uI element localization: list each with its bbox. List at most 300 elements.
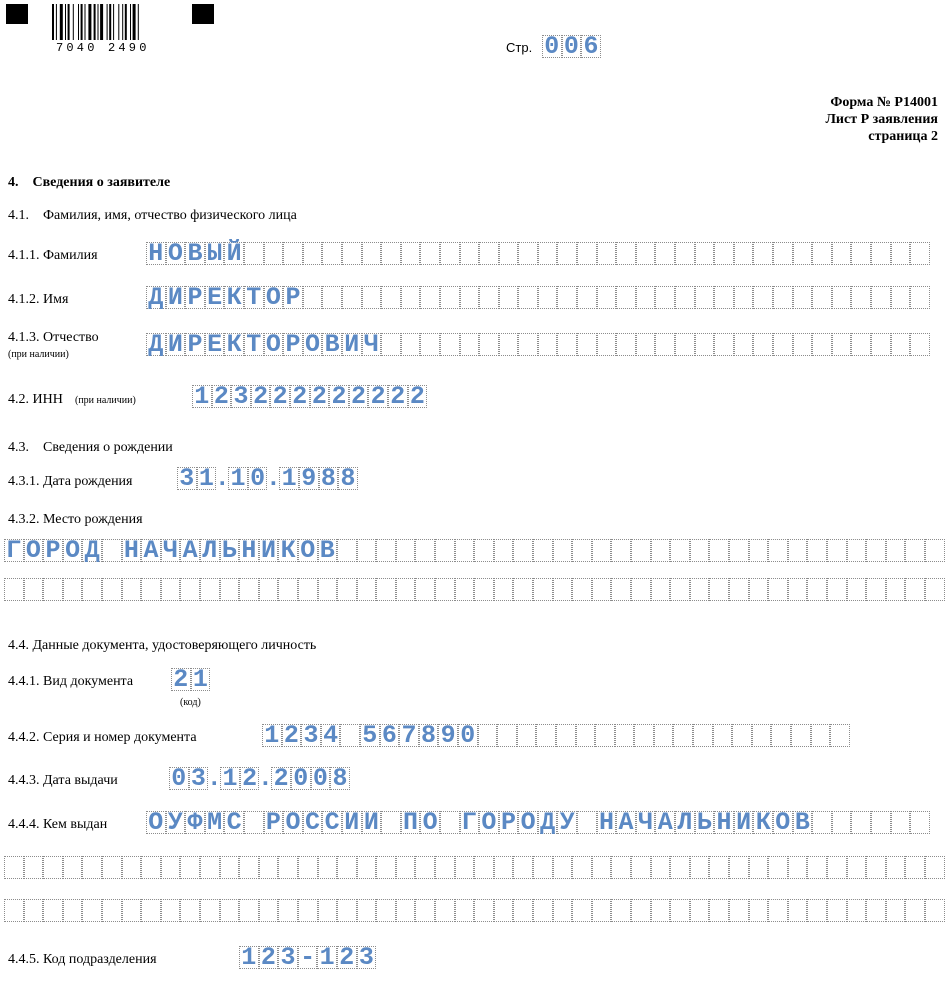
char-cell: О: [264, 286, 284, 309]
char-cell: [337, 539, 357, 562]
char-cell: [788, 539, 808, 562]
barcode-bar: [68, 4, 70, 40]
char-cell: [342, 242, 362, 265]
char-cell: [259, 856, 279, 879]
char-cell: [793, 286, 813, 309]
char-cell: [440, 811, 460, 834]
char-cell: [494, 539, 514, 562]
char-cell: [415, 578, 435, 601]
char-cell: [654, 724, 674, 747]
char-cell: 8: [338, 467, 358, 490]
char-cell: [871, 286, 891, 309]
char-cell: [729, 856, 749, 879]
char-cell: [200, 899, 220, 922]
char-cell: [830, 724, 850, 747]
char-cell: И: [342, 811, 362, 834]
char-cell: [396, 539, 416, 562]
birth-heading: 4.3. Сведения о рождении: [8, 440, 173, 455]
char-cell: [832, 242, 852, 265]
char-cell: [631, 578, 651, 601]
char-cell: Е: [205, 333, 225, 356]
name-cells[interactable]: [146, 283, 930, 312]
char-cell: 1: [317, 946, 337, 969]
birth-date-cells[interactable]: [177, 464, 358, 493]
barcode-bar: [78, 4, 79, 40]
char-cell: К: [224, 286, 244, 309]
patronymic-label: 4.1.3. Отчество: [8, 330, 99, 345]
char-cell: [533, 856, 553, 879]
char-cell: [357, 539, 377, 562]
char-cell: [278, 856, 298, 879]
char-cell: [577, 333, 597, 356]
char-cell: [871, 242, 891, 265]
issued-by-cells-row3[interactable]: [4, 899, 945, 922]
char-cell: [773, 333, 793, 356]
char-cell: 8: [319, 467, 339, 490]
barcode-bar: [65, 4, 66, 40]
char-cell: О: [166, 242, 186, 265]
char-cell: [376, 899, 396, 922]
form-number: Форма № Р14001: [830, 95, 938, 110]
barcode-bar: [60, 4, 63, 40]
char-cell: [886, 539, 906, 562]
char-cell: [714, 333, 734, 356]
char-cell: [611, 856, 631, 879]
char-cell: [616, 286, 636, 309]
char-cell: [420, 286, 440, 309]
char-cell: [670, 578, 690, 601]
char-cell: [122, 856, 142, 879]
barcode-bar: [130, 4, 131, 40]
char-cell: [322, 286, 342, 309]
char-cell: 8: [419, 724, 439, 747]
char-cell: Ч: [636, 811, 656, 834]
char-cell: [415, 539, 435, 562]
char-cell: 3: [231, 385, 251, 408]
barcode: [50, 4, 170, 44]
char-cell: [318, 578, 338, 601]
char-cell: 9: [438, 724, 458, 747]
char-cell: [752, 724, 772, 747]
barcode-bar: [52, 4, 54, 40]
char-cell: [220, 899, 240, 922]
issued-by-label: 4.4.4. Кем выдан: [8, 817, 108, 832]
char-cell: [357, 899, 377, 922]
char-cell: [592, 539, 612, 562]
birth-place-cells-row1[interactable]: [4, 536, 945, 565]
char-cell: [460, 242, 480, 265]
char-cell: И: [342, 333, 362, 356]
char-cell: 1: [239, 946, 259, 969]
char-cell: [63, 899, 83, 922]
birth-day-cells[interactable]: [177, 464, 216, 493]
char-cell: [220, 578, 240, 601]
char-cell: [538, 242, 558, 265]
char-cell: [538, 333, 558, 356]
char-cell: [651, 899, 671, 922]
issue-month-cells[interactable]: [220, 764, 259, 793]
char-cell: А: [180, 539, 200, 562]
char-cell: [200, 856, 220, 879]
char-cell: [690, 578, 710, 601]
char-cell: [729, 899, 749, 922]
char-cell: В: [185, 242, 205, 265]
char-cell: [905, 856, 925, 879]
char-cell: [611, 578, 631, 601]
char-cell: [773, 242, 793, 265]
char-cell: [631, 539, 651, 562]
char-cell: [827, 539, 847, 562]
char-cell: А: [141, 539, 161, 562]
char-cell: 3: [189, 767, 209, 790]
issue-day-cells[interactable]: [169, 764, 208, 793]
date-separator: .: [206, 764, 222, 793]
char-cell: В: [318, 539, 338, 562]
issue-date-label: 4.4.3. Дата выдачи: [8, 773, 118, 788]
barcode-bar: [118, 4, 119, 40]
barcode-number: 7040 2490: [56, 41, 150, 55]
char-cell: [180, 578, 200, 601]
char-cell: 7: [399, 724, 419, 747]
char-cell: [905, 899, 925, 922]
char-cell: [401, 333, 421, 356]
char-cell: Г: [460, 811, 480, 834]
char-cell: [518, 242, 538, 265]
char-cell: [415, 856, 435, 879]
char-cell: 2: [212, 385, 232, 408]
birth-month-cells[interactable]: [228, 464, 267, 493]
char-cell: 1: [197, 467, 217, 490]
char-cell: [553, 539, 573, 562]
char-cell: [729, 539, 749, 562]
char-cell: [592, 856, 612, 879]
surname-cells[interactable]: [146, 239, 930, 268]
char-cell: О: [283, 811, 303, 834]
char-cell: [827, 578, 847, 601]
char-cell: К: [224, 333, 244, 356]
char-cell: [455, 856, 475, 879]
char-cell: Д: [538, 811, 558, 834]
issued-by-cells-row2[interactable]: [4, 856, 945, 879]
surname-label: 4.1.1. Фамилия: [8, 248, 98, 263]
char-cell: [597, 286, 617, 309]
char-cell: [655, 333, 675, 356]
char-cell: [141, 856, 161, 879]
page-label: Стр.: [506, 40, 533, 55]
name-label: 4.1.2. Имя: [8, 292, 69, 307]
char-cell: [734, 333, 754, 356]
char-cell: [479, 242, 499, 265]
char-cell: Й: [224, 242, 244, 265]
birth-year-cells[interactable]: [279, 464, 357, 493]
char-cell: [572, 578, 592, 601]
corner-marker-right: [192, 4, 214, 24]
char-cell: [102, 539, 122, 562]
barcode-bar: [133, 4, 136, 40]
char-cell: [655, 286, 675, 309]
char-cell: [910, 242, 930, 265]
barcode-bar: [88, 4, 91, 40]
char-cell: [925, 899, 945, 922]
char-cell: [709, 578, 729, 601]
page-number-cells[interactable]: [542, 32, 601, 61]
char-cell: [440, 242, 460, 265]
char-cell: [102, 578, 122, 601]
char-cell: [695, 286, 715, 309]
inn-cells[interactable]: [192, 382, 427, 411]
char-cell: [440, 333, 460, 356]
char-cell: 1: [192, 385, 212, 408]
char-cell: [886, 578, 906, 601]
char-cell: [220, 856, 240, 879]
char-cell: [494, 578, 514, 601]
char-cell: 2: [408, 385, 428, 408]
char-cell: [161, 578, 181, 601]
char-cell: 4: [321, 724, 341, 747]
char-cell: 1: [262, 724, 282, 747]
char-cell: [851, 242, 871, 265]
char-cell: 6: [581, 35, 601, 58]
doc-type-cells[interactable]: [171, 665, 210, 694]
char-cell: [239, 578, 259, 601]
birth-date-label: 4.3.1. Дата рождения: [8, 474, 133, 489]
char-cell: [576, 724, 596, 747]
char-cell: [673, 724, 693, 747]
char-cell: [866, 578, 886, 601]
char-cell: 1: [191, 668, 211, 691]
char-cell: В: [793, 811, 813, 834]
char-cell: [791, 724, 811, 747]
char-cell: Н: [146, 242, 166, 265]
char-cell: [807, 539, 827, 562]
char-cell: [812, 811, 832, 834]
char-cell: 2: [259, 946, 279, 969]
char-cell: [886, 899, 906, 922]
char-cell: [690, 899, 710, 922]
form-header: [826, 94, 939, 145]
char-cell: [362, 286, 382, 309]
char-cell: [695, 242, 715, 265]
patronymic-cells[interactable]: [146, 330, 930, 359]
char-cell: Н: [122, 539, 142, 562]
char-cell: Ф: [185, 811, 205, 834]
char-cell: [337, 899, 357, 922]
char-cell: [362, 242, 382, 265]
char-cell: [572, 899, 592, 922]
char-cell: [278, 899, 298, 922]
char-cell: [910, 333, 930, 356]
char-cell: 2: [310, 385, 330, 408]
char-cell: [807, 856, 827, 879]
char-cell: Л: [200, 539, 220, 562]
char-cell: [497, 724, 517, 747]
char-cell: [479, 333, 499, 356]
char-cell: [636, 333, 656, 356]
doc-heading: 4.4. Данные документа, удостоверяющего личность: [8, 638, 317, 653]
char-cell: [318, 899, 338, 922]
char-cell: [572, 539, 592, 562]
char-cell: [474, 856, 494, 879]
char-cell: [533, 578, 553, 601]
char-cell: [24, 899, 44, 922]
date-separator: .: [214, 464, 230, 493]
char-cell: [925, 856, 945, 879]
barcode-bar: [56, 4, 57, 40]
char-cell: [595, 724, 615, 747]
char-cell: [396, 578, 416, 601]
char-cell: [180, 899, 200, 922]
char-cell: 6: [380, 724, 400, 747]
char-cell: [283, 242, 303, 265]
char-cell: [381, 811, 401, 834]
char-cell: [533, 899, 553, 922]
char-cell: 3: [357, 946, 377, 969]
char-cell: [891, 242, 911, 265]
char-cell: О: [518, 811, 538, 834]
char-cell: Л: [675, 811, 695, 834]
inn-note: (при наличии): [75, 395, 136, 406]
char-cell: [749, 539, 769, 562]
char-cell: [440, 286, 460, 309]
barcode-bar: [122, 4, 123, 40]
char-cell: [499, 242, 519, 265]
char-cell: [4, 899, 24, 922]
char-cell: [905, 578, 925, 601]
char-cell: [592, 578, 612, 601]
char-cell: [807, 899, 827, 922]
char-cell: Ч: [362, 333, 382, 356]
issue-year-cells[interactable]: [271, 764, 349, 793]
char-cell: [420, 333, 440, 356]
char-cell: С: [224, 811, 244, 834]
char-cell: [435, 856, 455, 879]
char-cell: [460, 286, 480, 309]
char-cell: [517, 724, 537, 747]
char-cell: [303, 286, 323, 309]
doc-number-cells[interactable]: [262, 721, 850, 750]
char-cell: 0: [458, 724, 478, 747]
char-cell: [376, 539, 396, 562]
char-cell: Р: [185, 286, 205, 309]
char-cell: 3: [278, 946, 298, 969]
char-cell: [381, 242, 401, 265]
char-cell: У: [166, 811, 186, 834]
char-cell: [357, 856, 377, 879]
char-cell: Г: [4, 539, 24, 562]
barcode-bar: [125, 4, 127, 40]
char-cell: [631, 856, 651, 879]
char-cell: [435, 539, 455, 562]
char-cell: [714, 286, 734, 309]
char-cell: [832, 333, 852, 356]
char-cell: [381, 333, 401, 356]
char-cell: [557, 242, 577, 265]
form-page: страница 2: [868, 129, 938, 144]
char-cell: [910, 811, 930, 834]
char-cell: 0: [562, 35, 582, 58]
char-cell: [651, 539, 671, 562]
char-cell: И: [362, 811, 382, 834]
char-cell: О: [298, 539, 318, 562]
char-cell: [693, 724, 713, 747]
patronymic-note: (при наличии): [8, 349, 69, 360]
barcode-bar: [100, 4, 103, 40]
char-cell: [592, 899, 612, 922]
char-cell: [141, 578, 161, 601]
char-cell: [494, 899, 514, 922]
char-cell: [513, 539, 533, 562]
char-cell: [513, 578, 533, 601]
char-cell: [122, 578, 142, 601]
char-cell: [474, 539, 494, 562]
char-cell: [615, 724, 635, 747]
char-cell: [891, 811, 911, 834]
char-cell: [788, 856, 808, 879]
barcode-bar: [85, 4, 86, 40]
char-cell: Д: [82, 539, 102, 562]
char-cell: И: [166, 333, 186, 356]
char-cell: [376, 856, 396, 879]
char-cell: 5: [360, 724, 380, 747]
char-cell: [866, 899, 886, 922]
char-cell: [460, 333, 480, 356]
char-cell: [734, 242, 754, 265]
char-cell: В: [322, 333, 342, 356]
char-cell: [675, 286, 695, 309]
char-cell: [102, 856, 122, 879]
char-cell: А: [616, 811, 636, 834]
char-cell: [420, 242, 440, 265]
char-cell: [866, 539, 886, 562]
char-cell: Ы: [205, 242, 225, 265]
issue-date-cells[interactable]: [169, 764, 350, 793]
char-cell: [616, 333, 636, 356]
char-cell: [925, 578, 945, 601]
char-cell: [396, 856, 416, 879]
char-cell: 0: [248, 467, 268, 490]
date-separator: .: [265, 464, 281, 493]
char-cell: 1: [220, 767, 240, 790]
doc-type-label: 4.4.1. Вид документа: [8, 674, 134, 689]
char-cell: 0: [291, 767, 311, 790]
char-cell: И: [734, 811, 754, 834]
birth-place-cells-row2[interactable]: [4, 578, 945, 601]
char-cell: О: [63, 539, 83, 562]
char-cell: [611, 539, 631, 562]
char-cell: [43, 856, 63, 879]
char-cell: [298, 856, 318, 879]
char-cell: [597, 242, 617, 265]
char-cell: [63, 578, 83, 601]
char-cell: [122, 899, 142, 922]
char-cell: [812, 242, 832, 265]
issued-by-cells-row1[interactable]: [146, 808, 930, 837]
char-cell: [518, 286, 538, 309]
char-cell: [82, 856, 102, 879]
char-cell: О: [24, 539, 44, 562]
char-cell: [577, 242, 597, 265]
char-cell: О: [303, 333, 323, 356]
char-cell: [82, 578, 102, 601]
char-cell: [303, 242, 323, 265]
division-code-cells[interactable]: [239, 943, 376, 972]
char-cell: С: [303, 811, 323, 834]
char-cell: Н: [714, 811, 734, 834]
char-cell: [553, 856, 573, 879]
char-cell: Р: [283, 333, 303, 356]
char-cell: [556, 724, 576, 747]
char-cell: [847, 856, 867, 879]
